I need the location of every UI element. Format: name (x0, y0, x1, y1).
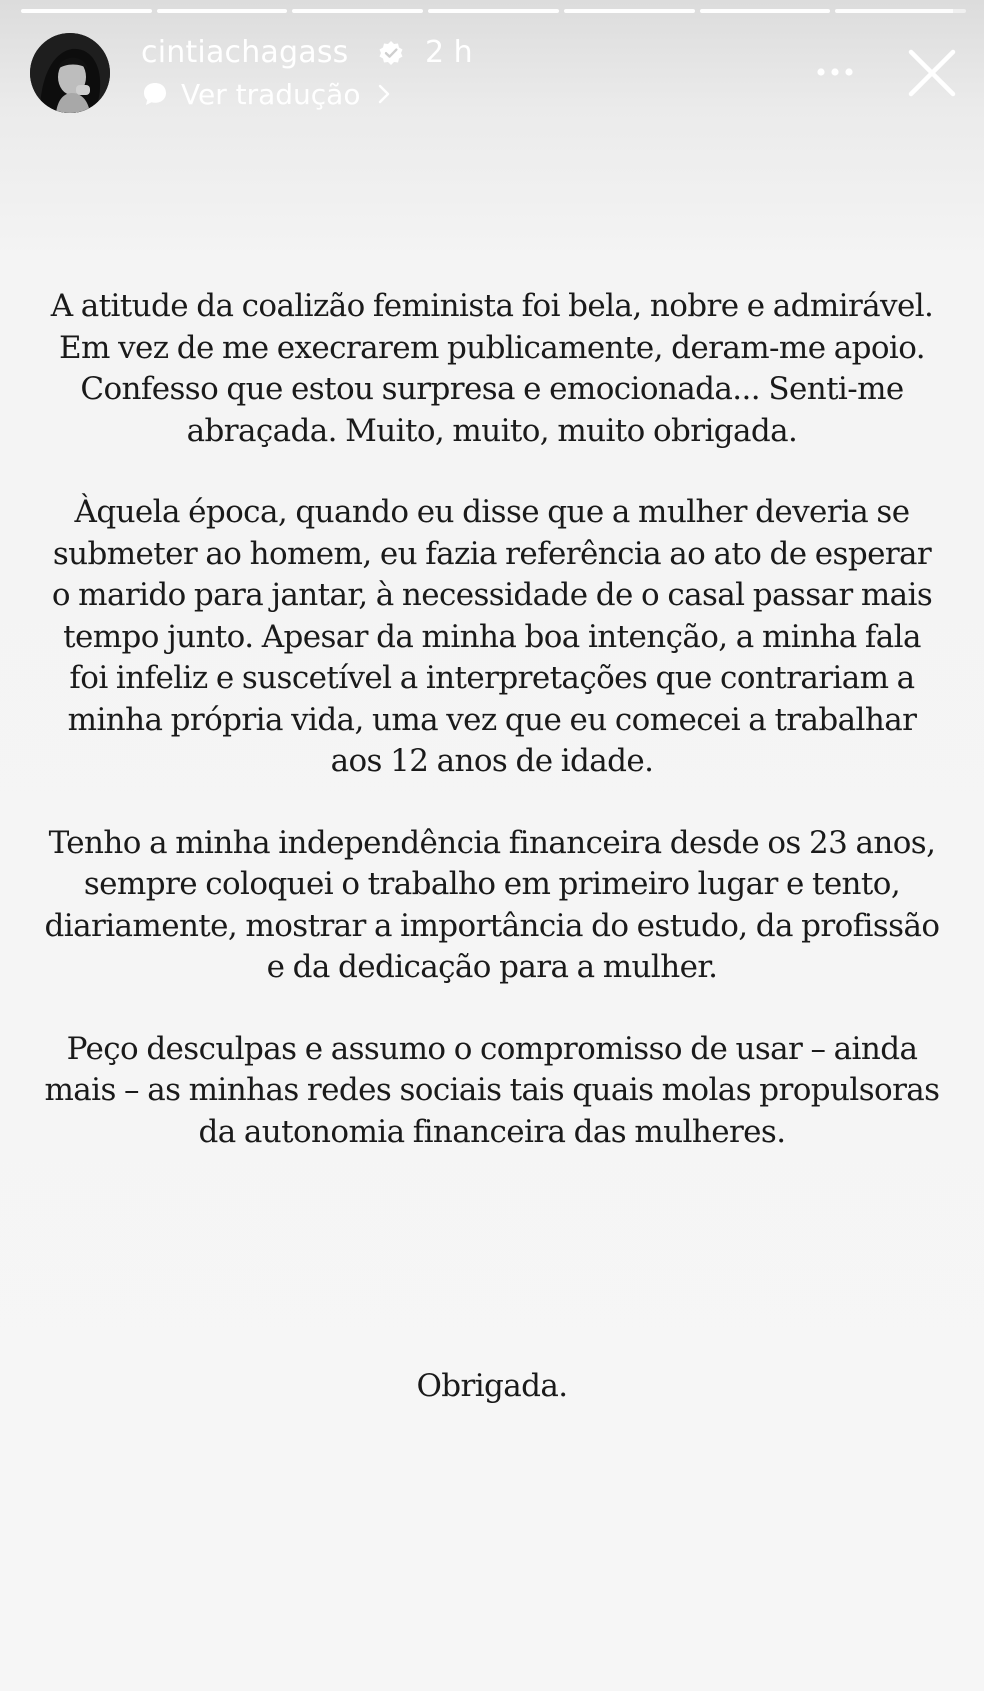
username[interactable]: cintiachagass (141, 35, 349, 70)
verified-badge-icon (378, 40, 404, 66)
post-time: 2 h (425, 35, 473, 70)
progress-segment (157, 9, 288, 13)
progress-segment (21, 9, 152, 13)
story-progress-bar (21, 9, 966, 13)
story-paragraph: Peço desculpas e assumo o compromisso de usar – ainda mais – as minhas redes sociais tais quais molas propulsoras da autonomia financeira das mulheres. (44, 1030, 940, 1150)
story-paragraph: Tenho a minha independência financeira desde os 23 anos, sempre coloquei o trabalho em primeiro lugar e tento, diariamente, mostrar a importância do estudo, da profissão e da dedicação para a mulher. (44, 824, 940, 985)
more-options-icon[interactable] (811, 54, 859, 90)
close-icon[interactable] (905, 46, 959, 100)
progress-segment-active (835, 9, 966, 13)
progress-segment (428, 9, 559, 13)
story-paragraph: A atitude da coalizão feminista foi bela, nobre e admirável. Em vez de me execrarem publicamente, deram-me apoio. Confesso que estou surpresa e emocionada... Senti-me abraçada. Muito, muito, muito obrigada. (50, 288, 934, 449)
avatar[interactable] (30, 33, 110, 113)
see-translation-button[interactable] (141, 76, 392, 112)
translate-bubble-icon (141, 80, 169, 108)
story-paragraph: Àquela época, quando eu disse que a mulher deveria se submeter ao homem, eu fazia referência ao ato de esperar o marido para jantar, à necessidade de o casal passar mais tempo junto. Apesar da minha boa intenção, a minha fala foi infeliz e suscetível a interpretações que contrariam a minha própria vida, uma vez que eu comecei a trabalhar aos 12 anos de idade. (51, 494, 933, 779)
progress-segment (292, 9, 423, 13)
chevron-right-icon (376, 82, 392, 106)
see-translation-label: Ver tradução (181, 77, 361, 111)
progress-segment (564, 9, 695, 13)
closing-text: Obrigada. (416, 1368, 568, 1404)
story-text (40, 286, 944, 1153)
progress-segment (700, 9, 831, 13)
